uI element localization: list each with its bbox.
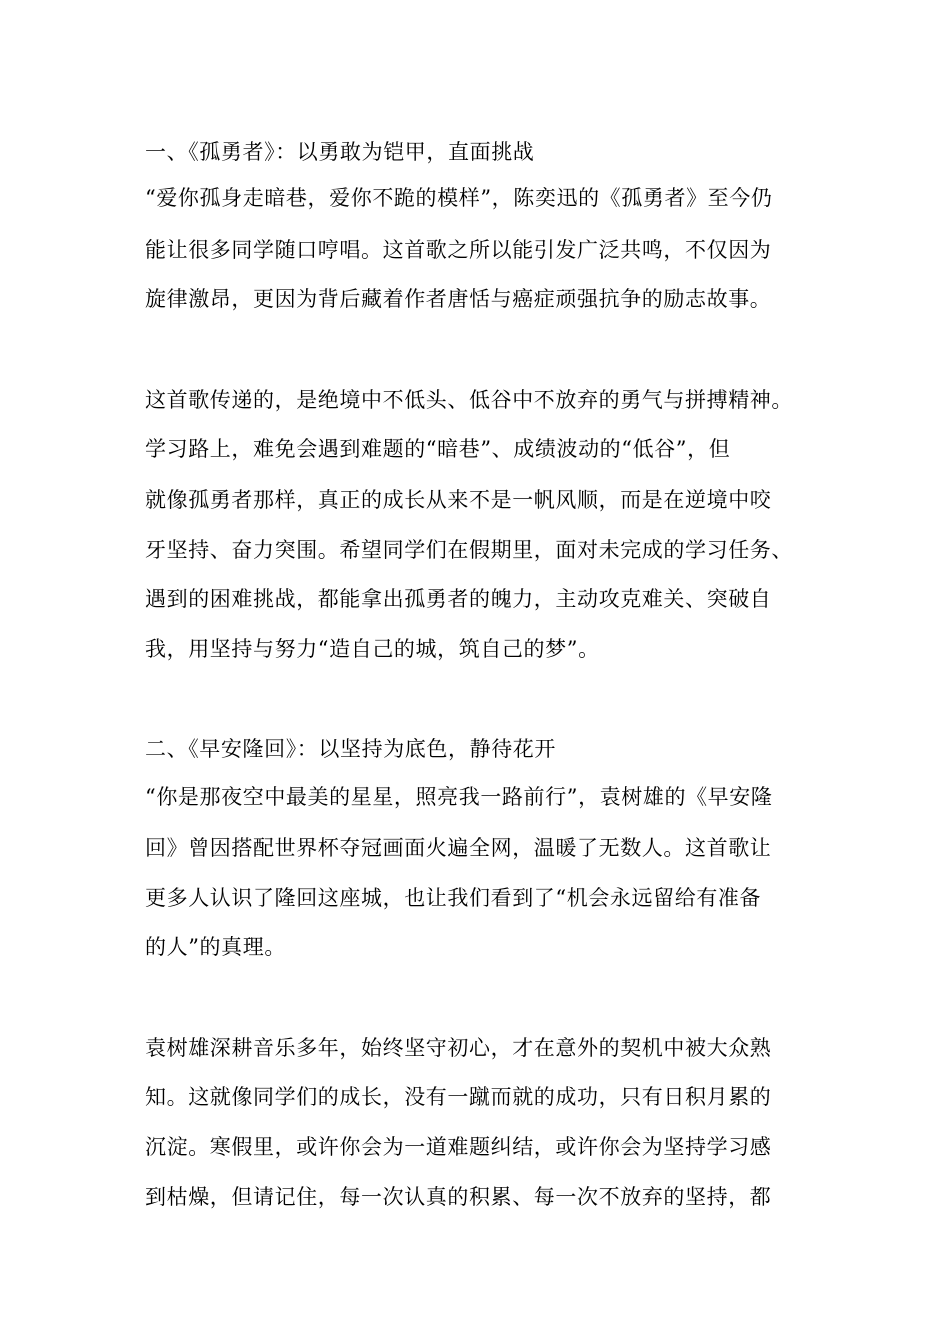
paragraph-line: 就像孤勇者那样，真正的成长从来不是一帆风顺，而是在逆境中咬 — [145, 488, 772, 512]
paragraph-line: 旋律激昂，更因为背后藏着作者唐恬与癌症顽强抗争的励志故事。 — [145, 287, 772, 311]
paragraph-line: 能让很多同学随口哼唱。这首歌之所以能引发广泛共鸣，不仅因为 — [145, 238, 772, 262]
paragraph-line: 的人”的真理。 — [145, 935, 286, 959]
paragraph-line: 沉淀。寒假里，或许你会为一道难题纠结，或许你会为坚持学习感 — [145, 1135, 772, 1159]
section-heading-1: 一、《孤勇者》：以勇敢为铠甲，直面挑战 — [145, 140, 535, 164]
paragraph-line: “爱你孤身走暗巷，爱你不跪的模样”，陈奕迅的《孤勇者》至今仍 — [145, 186, 773, 210]
paragraph-line: 回》曾因搭配世界杯夺冠画面火遍全网，温暖了无数人。这首歌让 — [145, 836, 772, 860]
paragraph-line: 到枯燥，但请记住，每一次认真的积累、每一次不放弃的坚持，都 — [145, 1185, 772, 1209]
paragraph-line: 这首歌传递的，是绝境中不低头、低谷中不放弃的勇气与拼搏精神。 — [145, 388, 793, 412]
paragraph-line: 我，用坚持与努力“造自己的城，筑自己的梦”。 — [145, 637, 600, 661]
paragraph-line: 遇到的困难挑战，都能拿出孤勇者的魄力，主动攻克难关、突破自 — [145, 587, 772, 611]
paragraph-line: 牙坚持、奋力突围。希望同学们在假期里，面对未完成的学习任务、 — [145, 538, 793, 562]
paragraph-line: 袁树雄深耕音乐多年，始终坚守初心，才在意外的契机中被大众熟 — [145, 1036, 772, 1060]
paragraph-line: 学习路上，难免会遇到难题的“暗巷”、成绩波动的“低谷”，但 — [145, 437, 731, 461]
paragraph-line: “你是那夜空中最美的星星，照亮我一路前行”，袁树雄的《早安隆 — [145, 785, 773, 809]
paragraph-line: 知。这就像同学们的成长，没有一蹴而就的成功，只有日积月累的 — [145, 1085, 772, 1109]
section-heading-2: 二、《早安隆回》：以坚持为底色，静待花开 — [145, 737, 556, 761]
paragraph-line: 更多人认识了隆回这座城，也让我们看到了“机会永远留给有准备 — [145, 886, 762, 910]
